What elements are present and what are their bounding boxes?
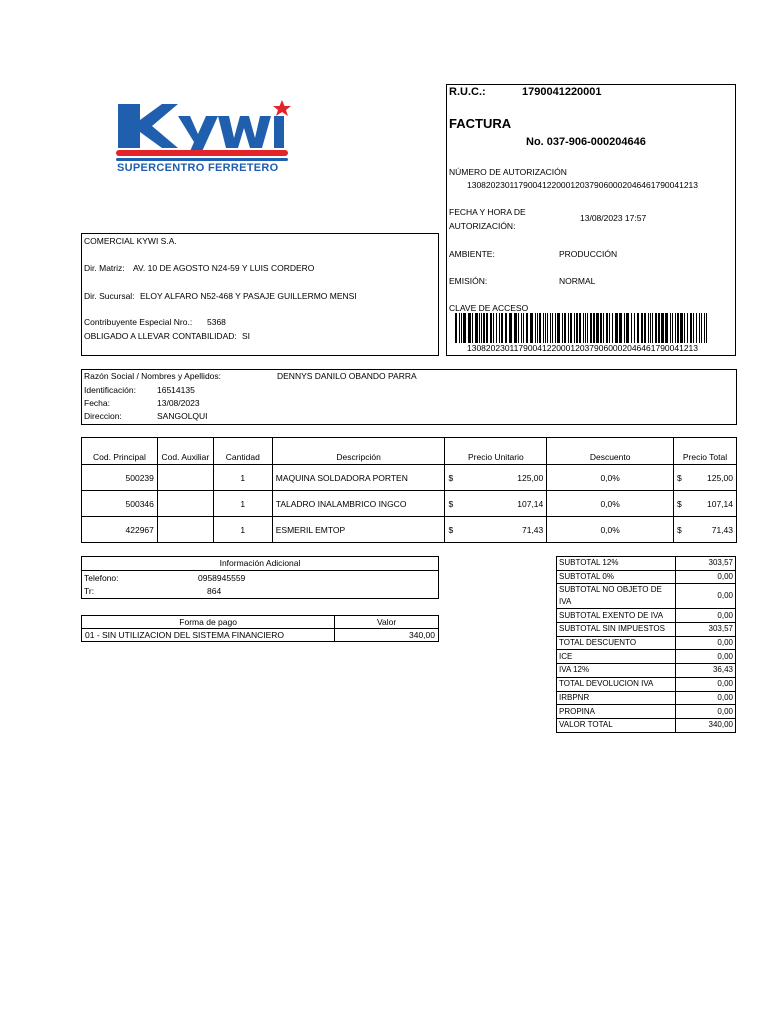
client-address-value: SANGOLQUI bbox=[157, 411, 208, 421]
barcode-bar bbox=[468, 313, 471, 343]
document-type: FACTURA bbox=[449, 116, 512, 131]
barcode-bar bbox=[675, 313, 676, 343]
totals-label: SUBTOTAL 12% bbox=[557, 557, 676, 571]
currency-symbol: $ bbox=[448, 524, 454, 535]
barcode-bar bbox=[564, 313, 566, 343]
barcode-bar bbox=[658, 313, 660, 343]
barcode-bar bbox=[475, 313, 478, 343]
barcode-bar bbox=[619, 313, 622, 343]
payment-method-header: Forma de pago bbox=[82, 616, 335, 629]
barcode-bar bbox=[483, 313, 485, 343]
currency-symbol: $ bbox=[677, 498, 682, 509]
barcode-bar bbox=[680, 313, 683, 343]
totals-table bbox=[556, 556, 736, 733]
totals-row bbox=[557, 557, 736, 571]
authorization-label: NÚMERO DE AUTORIZACIÓN bbox=[449, 167, 567, 177]
auth-date-label-1: FECHA Y HORA DE bbox=[449, 207, 526, 217]
barcode-bar bbox=[518, 313, 519, 343]
barcode-bar bbox=[634, 313, 635, 343]
barcode-bar bbox=[600, 313, 602, 343]
totals-label: ICE bbox=[557, 650, 676, 664]
barcode-bar bbox=[612, 313, 613, 343]
table-row bbox=[82, 517, 737, 543]
totals-value: 36,43 bbox=[676, 664, 736, 678]
totals-value: 0,00 bbox=[676, 650, 736, 664]
item-aux-code bbox=[157, 465, 213, 491]
environment-label: AMBIENTE: bbox=[449, 249, 495, 259]
identification-label: Identificación: bbox=[84, 385, 136, 395]
barcode-bar bbox=[615, 313, 618, 343]
barcode-bar bbox=[650, 313, 651, 343]
barcode-bar bbox=[690, 313, 692, 343]
totals-value: 0,00 bbox=[676, 584, 736, 609]
barcode-bar bbox=[603, 313, 604, 343]
environment-value: PRODUCCIÓN bbox=[559, 249, 618, 259]
barcode-bar bbox=[696, 313, 697, 343]
barcode-bar bbox=[481, 313, 482, 343]
barcode-bar bbox=[661, 313, 664, 343]
auth-date-label-2: AUTORIZACIÓN: bbox=[449, 221, 516, 231]
totals-label: SUBTOTAL SIN IMPUESTOS bbox=[557, 623, 676, 637]
barcode-bar bbox=[576, 313, 578, 343]
item-unit-price-cell bbox=[445, 517, 547, 543]
totals-row bbox=[557, 691, 736, 705]
item-unit-price: 71,43 bbox=[521, 524, 544, 535]
header-precio-total: Precio Total bbox=[674, 438, 737, 465]
barcode-bar bbox=[579, 313, 581, 343]
totals-label: SUBTOTAL EXENTO DE IVA bbox=[557, 609, 676, 623]
barcode-bar bbox=[550, 313, 551, 343]
client-date-value: 13/08/2023 bbox=[157, 398, 200, 408]
barcode-bar bbox=[493, 313, 494, 343]
matriz-label: Dir. Matriz: bbox=[84, 263, 125, 273]
barcode-bar bbox=[526, 313, 528, 343]
barcode-bar bbox=[545, 313, 546, 343]
barcode-bar bbox=[523, 313, 524, 343]
barcode-bar bbox=[499, 313, 500, 343]
client-date-label: Fecha: bbox=[84, 398, 110, 408]
item-total-cell bbox=[674, 517, 737, 543]
barcode-bar bbox=[479, 313, 480, 343]
currency-symbol: $ bbox=[677, 472, 682, 483]
barcode-bar bbox=[701, 313, 702, 343]
item-quantity: 1 bbox=[213, 517, 272, 543]
totals-row bbox=[557, 584, 736, 609]
items-header-row bbox=[82, 438, 737, 465]
barcode-bar bbox=[539, 313, 541, 343]
matriz-value: AV. 10 DE AGOSTO N24-59 Y LUIS CORDERO bbox=[133, 263, 315, 273]
contribuyente-label: Contribuyente Especial Nro.: bbox=[84, 317, 193, 327]
totals-value: 0,00 bbox=[676, 691, 736, 705]
barcode-bar bbox=[535, 313, 536, 343]
totals-label: TOTAL DESCUENTO bbox=[557, 636, 676, 650]
barcode-bar bbox=[496, 313, 497, 343]
items-table bbox=[81, 437, 737, 543]
barcode-bar bbox=[562, 313, 563, 343]
barcode-bar bbox=[486, 313, 488, 343]
additional-info-title: Información Adicional bbox=[219, 558, 301, 568]
sucursal-value: ELOY ALFARO N52-468 Y PASAJE GUILLERMO MENSI bbox=[140, 291, 357, 301]
totals-row bbox=[557, 718, 736, 732]
barcode-bar bbox=[606, 313, 608, 343]
telephone-value: 0958945559 bbox=[198, 573, 246, 583]
authorization-number: 1308202301179004122000120379060002046461790041213 bbox=[467, 180, 699, 190]
kywi-logo-graphic bbox=[112, 98, 297, 188]
totals-value: 0,00 bbox=[676, 570, 736, 584]
obligado-value: SI bbox=[242, 331, 251, 341]
header-cantidad: Cantidad bbox=[213, 438, 272, 465]
barcode-bar bbox=[648, 313, 649, 343]
totals-row bbox=[557, 677, 736, 691]
header-descripcion: Descripción bbox=[272, 438, 445, 465]
barcode-bar bbox=[672, 313, 673, 343]
barcode-bar bbox=[557, 313, 560, 343]
item-description: MAQUINA SOLDADORA PORTEN bbox=[272, 465, 445, 491]
barcode-bar bbox=[655, 313, 657, 343]
item-discount: 0,0% bbox=[547, 465, 674, 491]
barcode-bar bbox=[570, 313, 572, 343]
totals-row bbox=[557, 609, 736, 623]
ruc-label: R.U.C.: bbox=[449, 86, 486, 98]
item-unit-price: 107,14 bbox=[517, 498, 544, 509]
barcode-bar bbox=[574, 313, 575, 343]
barcode-bar bbox=[641, 313, 643, 343]
totals-value: 340,00 bbox=[676, 718, 736, 732]
table-row bbox=[82, 491, 737, 517]
barcode-bar bbox=[693, 313, 694, 343]
totals-label: SUBTOTAL NO OBJETO DE IVA bbox=[557, 584, 676, 609]
totals-row bbox=[557, 705, 736, 719]
access-key-value: 1308202301179004122000120379060002046461790041213 bbox=[467, 343, 699, 353]
tr-value: 864 bbox=[207, 586, 222, 596]
barcode-bar bbox=[514, 313, 517, 343]
totals-row bbox=[557, 650, 736, 664]
identification-value: 16514135 bbox=[157, 385, 195, 395]
barcode-bar bbox=[609, 313, 610, 343]
totals-label: SUBTOTAL 0% bbox=[557, 570, 676, 584]
barcode-bar bbox=[472, 313, 473, 343]
totals-value: 0,00 bbox=[676, 636, 736, 650]
access-key-label: CLAVE DE ACCESO bbox=[449, 303, 529, 313]
totals-row bbox=[557, 636, 736, 650]
barcode-bar bbox=[552, 313, 553, 343]
barcode-bar bbox=[463, 313, 466, 343]
company-logo bbox=[112, 98, 297, 188]
totals-row bbox=[557, 570, 736, 584]
item-code: 422967 bbox=[82, 517, 158, 543]
invoice-number: No. 037-906-000204646 bbox=[526, 136, 646, 148]
barcode-bar bbox=[687, 313, 688, 343]
payment-row bbox=[82, 629, 439, 642]
sucursal-label: Dir. Sucursal: bbox=[84, 291, 135, 301]
barcode-bar bbox=[593, 313, 595, 343]
auth-date-value: 13/08/2023 17:57 bbox=[580, 213, 647, 223]
barcode-bar bbox=[501, 313, 503, 343]
barcode-bar bbox=[509, 313, 512, 343]
totals-row bbox=[557, 623, 736, 637]
barcode-bar bbox=[505, 313, 507, 343]
barcode-bar bbox=[455, 313, 457, 343]
barcode-bar bbox=[706, 313, 707, 343]
totals-value: 0,00 bbox=[676, 609, 736, 623]
totals-label: IRBPNR bbox=[557, 691, 676, 705]
header-precio-unitario: Precio Unitario bbox=[445, 438, 547, 465]
item-unit-price-cell bbox=[445, 465, 547, 491]
obligado-label: OBLIGADO A LLEVAR CONTABILIDAD: bbox=[84, 331, 237, 341]
barcode-bar bbox=[631, 313, 632, 343]
barcode-bar bbox=[644, 313, 646, 343]
barcode-bar bbox=[652, 313, 653, 343]
razon-social-label: Razón Social / Nombres y Apellidos: bbox=[84, 371, 222, 381]
item-description: TALADRO INALAMBRICO INGCO bbox=[272, 491, 445, 517]
barcode-bar bbox=[537, 313, 538, 343]
barcode-bar bbox=[521, 313, 522, 343]
barcode-bar bbox=[543, 313, 544, 343]
item-aux-code bbox=[157, 491, 213, 517]
barcode-bar bbox=[590, 313, 592, 343]
tr-label: Tr: bbox=[84, 586, 95, 596]
item-total: 71,43 bbox=[711, 524, 733, 535]
barcode-bar bbox=[587, 313, 588, 343]
payment-method: 01 - SIN UTILIZACION DEL SISTEMA FINANCIERO bbox=[82, 629, 335, 642]
header-descuento: Descuento bbox=[547, 438, 674, 465]
totals-value: 303,57 bbox=[676, 557, 736, 571]
item-discount: 0,0% bbox=[547, 517, 674, 543]
currency-symbol: $ bbox=[677, 524, 682, 535]
telephone-label: Telefono: bbox=[84, 573, 119, 583]
barcode-bar bbox=[490, 313, 492, 343]
totals-label: TOTAL DEVOLUCION IVA bbox=[557, 677, 676, 691]
client-address-label: Direccion: bbox=[84, 411, 122, 421]
payment-header-row bbox=[82, 616, 439, 629]
totals-value: 0,00 bbox=[676, 705, 736, 719]
company-name: COMERCIAL KYWI S.A. bbox=[84, 236, 177, 246]
currency-symbol: $ bbox=[448, 498, 454, 509]
barcode-bar bbox=[461, 313, 462, 343]
totals-value: 0,00 bbox=[676, 677, 736, 691]
table-row bbox=[82, 465, 737, 491]
item-unit-price-cell bbox=[445, 491, 547, 517]
payment-value-header: Valor bbox=[335, 616, 439, 629]
payment-table bbox=[81, 615, 439, 642]
item-total: 107,14 bbox=[707, 498, 733, 509]
item-discount: 0,0% bbox=[547, 491, 674, 517]
item-quantity: 1 bbox=[213, 491, 272, 517]
ruc-value: 1790041220001 bbox=[522, 86, 602, 98]
razon-social-value: DENNYS DANILO OBANDO PARRA bbox=[277, 371, 417, 381]
barcode-bar bbox=[704, 313, 705, 343]
totals-value: 303,57 bbox=[676, 623, 736, 637]
barcode-bar bbox=[624, 313, 625, 343]
barcode-bar bbox=[677, 313, 679, 343]
header-cod-auxiliar: Cod. Auxiliar bbox=[157, 438, 213, 465]
contribuyente-value: 5368 bbox=[207, 317, 226, 327]
emission-value: NORMAL bbox=[559, 276, 596, 286]
barcode-bar bbox=[684, 313, 685, 343]
barcode-bar bbox=[459, 313, 460, 343]
item-aux-code bbox=[157, 517, 213, 543]
item-description: ESMERIL EMTOP bbox=[272, 517, 445, 543]
additional-info-divider bbox=[81, 570, 439, 571]
barcode-graphic bbox=[455, 313, 711, 343]
barcode-bar bbox=[555, 313, 556, 343]
barcode-bar bbox=[699, 313, 700, 343]
item-total-cell bbox=[674, 491, 737, 517]
item-total: 125,00 bbox=[707, 472, 733, 483]
barcode-bar bbox=[670, 313, 671, 343]
barcode-bar bbox=[596, 313, 599, 343]
barcode-bar bbox=[530, 313, 533, 343]
currency-symbol: $ bbox=[448, 472, 454, 483]
totals-row bbox=[557, 664, 736, 678]
barcode-bar bbox=[665, 313, 668, 343]
emission-label: EMISIÓN: bbox=[449, 276, 488, 286]
item-code: 500239 bbox=[82, 465, 158, 491]
totals-label: PROPINA bbox=[557, 705, 676, 719]
item-quantity: 1 bbox=[213, 465, 272, 491]
barcode-bar bbox=[583, 313, 584, 343]
totals-label: VALOR TOTAL bbox=[557, 718, 676, 732]
item-code: 500346 bbox=[82, 491, 158, 517]
barcode-bar bbox=[585, 313, 586, 343]
barcode-bar bbox=[626, 313, 629, 343]
barcode-bar bbox=[547, 313, 548, 343]
item-total-cell bbox=[674, 465, 737, 491]
payment-value: 340,00 bbox=[335, 629, 439, 642]
barcode-bar bbox=[568, 313, 569, 343]
totals-label: IVA 12% bbox=[557, 664, 676, 678]
logo-tagline: SUPERCENTRO FERRETERO bbox=[117, 162, 279, 174]
header-cod-principal: Cod. Principal bbox=[82, 438, 158, 465]
barcode-bar bbox=[637, 313, 639, 343]
item-unit-price: 125,00 bbox=[517, 472, 544, 483]
